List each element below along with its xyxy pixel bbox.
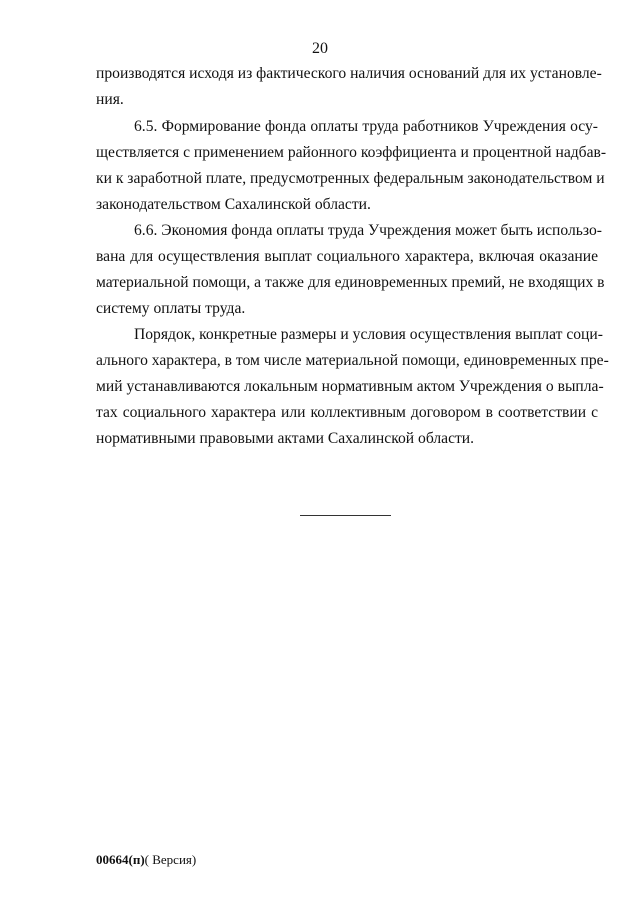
document-code-footer — [96, 852, 196, 868]
page-number: 20 — [312, 40, 328, 57]
paragraph-6-6-line-4: систему оплаты труда. — [96, 300, 246, 317]
paragraph-6-6-line-1: 6.6. Экономия фонда оплаты труда Учреждения может быть использо- — [134, 222, 602, 239]
paragraph-4-line-4: тах социального характера или коллективным договором в соответствии с — [96, 404, 598, 421]
paragraph-6-5-line-3: ки к заработной плате, предусмотренных федеральным законодательством и — [96, 170, 605, 187]
paragraph-4-line-1: Порядок, конкретные размеры и условия осуществления выплат соци- — [134, 326, 603, 343]
paragraph-1-line-1: производятся исходя из фактического наличия оснований для их установле- — [96, 65, 602, 82]
document-version: ( Версия) — [144, 852, 197, 867]
paragraph-4-line-3: мий устанавливаются локальным нормативным актом Учреждения о выпла- — [96, 378, 604, 395]
paragraph-6-5-line-2: ществляется с применением районного коэффициента и процентной надбав- — [96, 144, 607, 161]
paragraph-6-6-line-3: материальной помощи, а также для единовременных премий, не входящих в — [96, 274, 605, 291]
paragraph-6-5-line-1: 6.5. Формирование фонда оплаты труда работников Учреждения осу- — [134, 118, 598, 135]
paragraph-1-line-2: ния. — [96, 91, 124, 108]
paragraph-4-line-2: ального характера, в том числе материальной помощи, единовременных пре- — [96, 352, 609, 369]
document-code: 00664(п) — [96, 852, 145, 867]
end-of-text-separator — [300, 515, 391, 516]
paragraph-6-6-line-2: вана для осуществления выплат социального характера, включая оказание — [96, 248, 598, 265]
paragraph-6-5-line-4: законодательством Сахалинской области. — [96, 196, 371, 213]
paragraph-4-line-5: нормативными правовыми актами Сахалинской области. — [96, 430, 475, 447]
